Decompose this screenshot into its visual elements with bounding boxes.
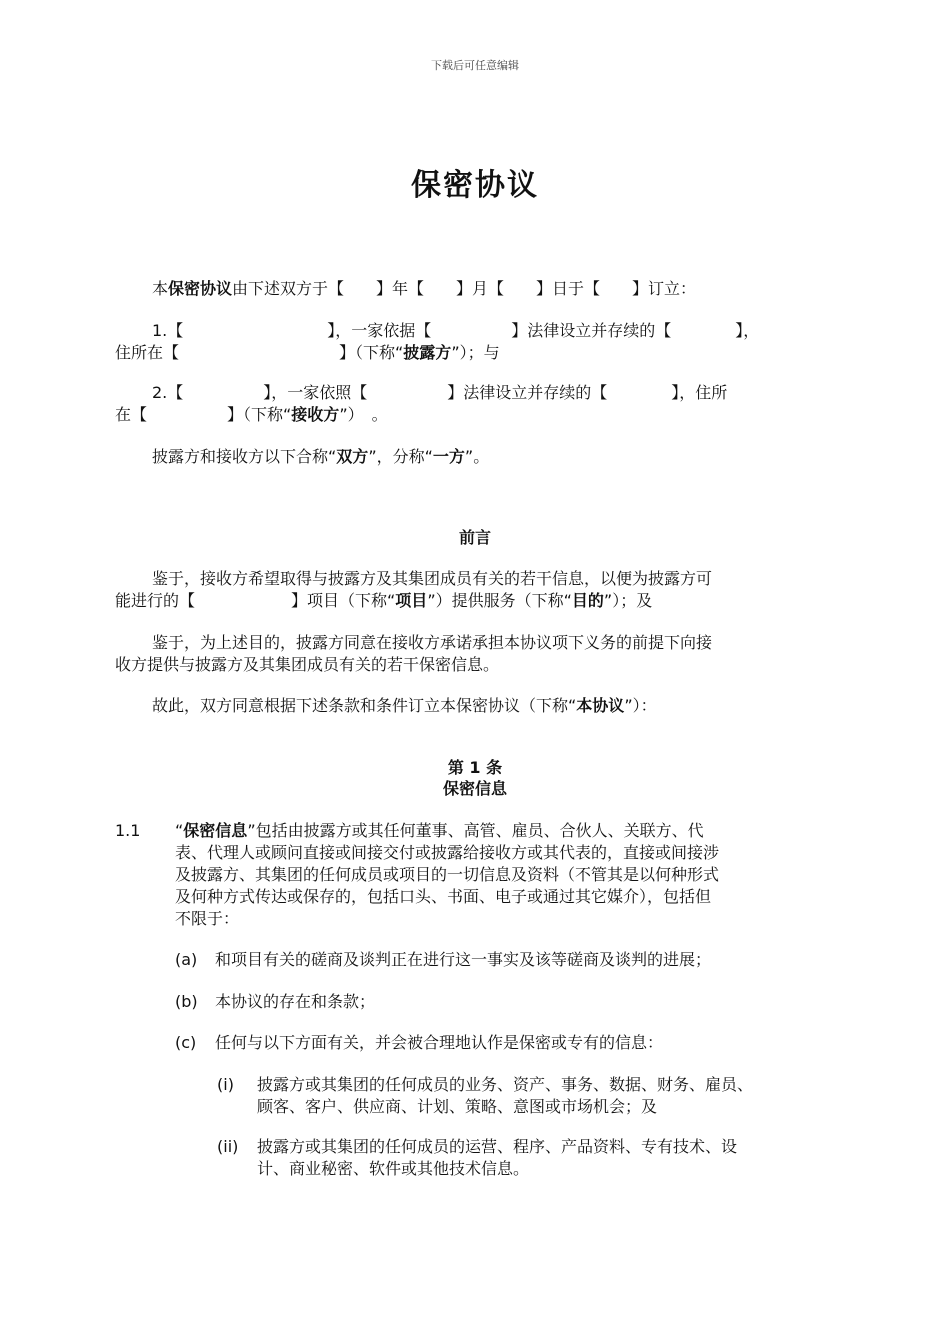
preamble-p2-line2: 收方提供与披露方及其集团成员有关的若干保密信息。 xyxy=(115,655,500,674)
clause-1-1-line2: 表、代理人或顾问直接或间接交付或披露给接收方或其代表的，直接或间接涉 xyxy=(175,843,720,862)
preamble-p2-line1: 鉴于，为上述目的，披露方同意在接收方承诺承担本协议项下义务的前提下向接 xyxy=(152,633,713,652)
clause-1-1-line1: “保密信息”包括由披露方或其任何董事、高管、雇员、合伙人、关联方、代 xyxy=(175,821,704,840)
article1-heading: 保密信息 xyxy=(442,779,507,798)
item-b-label: (b) xyxy=(175,992,198,1011)
item-c-text: 任何与以下方面有关，并会被合理地认作是保密或专有的信息： xyxy=(215,1033,664,1052)
preamble-heading: 前言 xyxy=(458,528,491,547)
preamble-p1-line1: 鉴于，接收方希望取得与披露方及其集团成员有关的若干信息，以便为披露方可 xyxy=(152,569,713,588)
clause-number: 1.1 xyxy=(115,821,141,840)
item-i-label: (i) xyxy=(217,1075,234,1094)
item-a-text: 和项目有关的磋商及谈判正在进行这一事实及该等磋商及谈判的进展； xyxy=(215,950,712,969)
clause-1-1-line3: 及披露方、其集团的任何成员或项目的一切信息及资料（不管其是以何种形式 xyxy=(175,865,720,884)
item-ii-line2: 计、商业秘密、软件或其他技术信息。 xyxy=(257,1159,530,1178)
item-c-label: (c) xyxy=(175,1033,197,1052)
parties-definition: 披露方和接收方以下合称“双方”，分称“一方”。 xyxy=(152,447,490,466)
item-i-line1: 披露方或其集团的任何成员的业务、资产、事务、数据、财务、雇员、 xyxy=(257,1075,754,1094)
item-ii-line1: 披露方或其集团的任何成员的运营、程序、产品资料、专有技术、设 xyxy=(257,1137,738,1156)
item-b-text: 本协议的存在和条款； xyxy=(215,992,376,1011)
party2-line2: 在【 】（下称“接收方”） 。 xyxy=(115,405,388,424)
clause-1-1-line4: 及何种方式传达或保存的，包括口头、书面、电子或通过其它媒介），包括但 xyxy=(175,887,712,906)
item-a-label: (a) xyxy=(175,950,198,969)
item-i-line2: 顾客、客户、供应商、计划、策略、意图或市场机会；及 xyxy=(257,1097,658,1116)
party2-line1: 2.【 】，一家依照【 】法律设立并存续的【 】，住所 xyxy=(152,383,728,402)
clause-1-1-line5: 不限于： xyxy=(175,909,240,928)
preamble-p3: 故此，双方同意根据下述条款和条件订立本保密协议（下称“本协议”）： xyxy=(152,696,657,715)
document-title: 保密协议 xyxy=(411,168,539,203)
article1-number: 第 1 条 xyxy=(447,758,503,777)
party1-line1: 1.【 】，一家依据【 】法律设立并存续的【 】， xyxy=(152,321,760,340)
item-ii-label: (ii) xyxy=(217,1137,239,1156)
header-note: 下载后可任意编辑 xyxy=(431,59,519,72)
preamble-p1-line2: 能进行的【 】项目（下称“项目”）提供服务（下称“目的”）；及 xyxy=(115,591,653,610)
party1-line2: 住所在【 】（下称“披露方”）；与 xyxy=(115,343,500,362)
intro-paragraph: 本保密协议由下述双方于【 】年【 】月【 】日于【 】订立： xyxy=(152,279,697,298)
